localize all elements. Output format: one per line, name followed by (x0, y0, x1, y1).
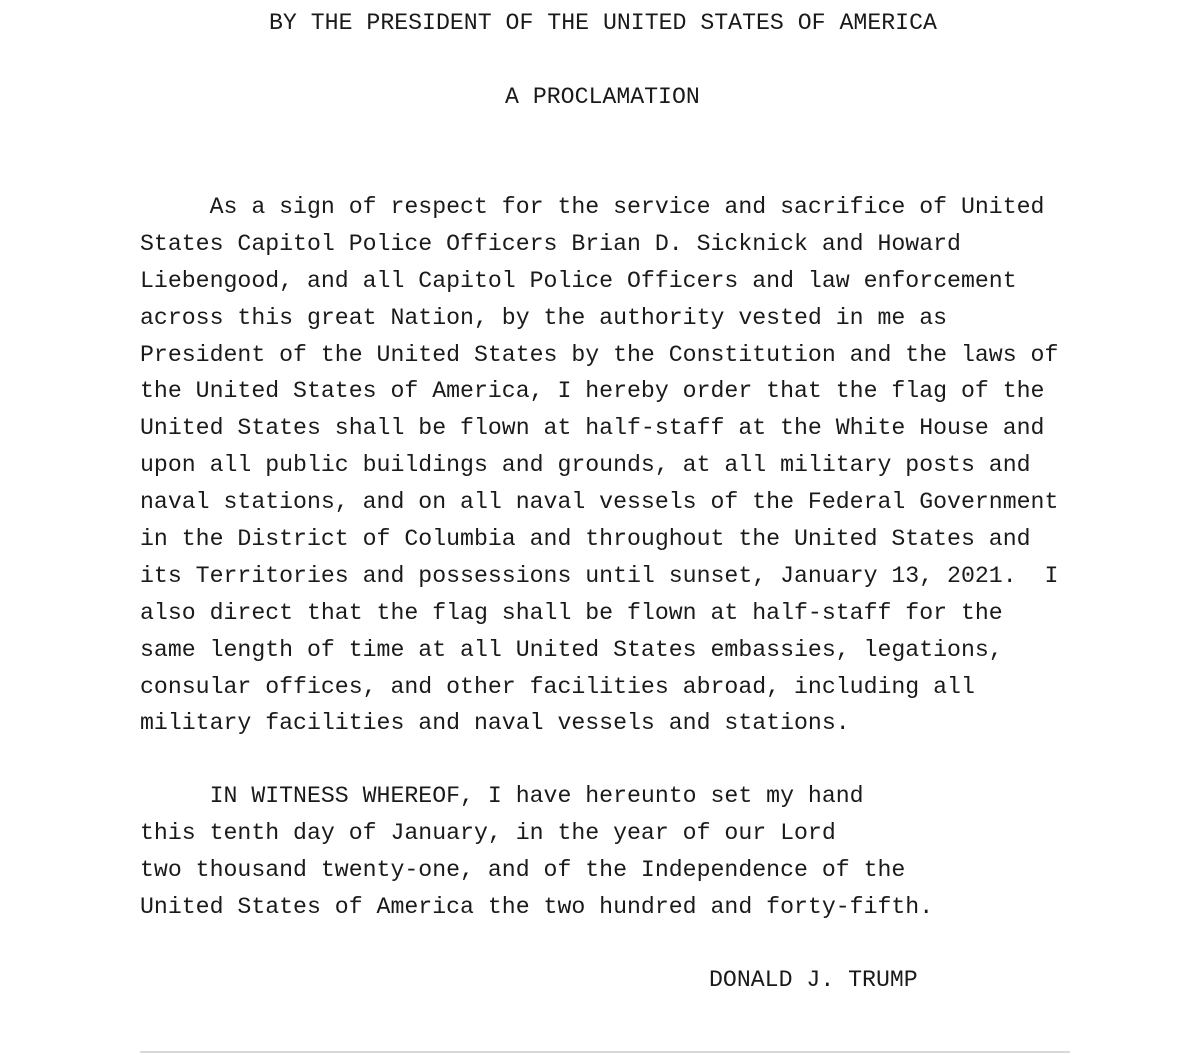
signature-name: DONALD J. TRUMP (709, 967, 918, 993)
page-divider (140, 1051, 1070, 1053)
paragraph-line: United States of America the two hundred and forty-fifth. (140, 893, 934, 920)
document-title: A PROCLAMATION (505, 84, 700, 110)
paragraph-line: this tenth day of January, in the year of our Lord (140, 819, 836, 846)
header-line: BY THE PRESIDENT OF THE UNITED STATES OF AMERICA (269, 10, 937, 36)
paragraph-line: the United States of America, I hereby order that the flag of the (140, 378, 1045, 405)
paragraph-line: President of the United States by the Constitution and the laws of (140, 341, 1059, 368)
paragraph-line: its Territories and possessions until sunset, January 13, 2021. I (140, 562, 1059, 589)
paragraph-line: States Capitol Police Officers Brian D. Sicknick and Howard (140, 230, 961, 257)
paragraph-line: As a sign of respect for the service and sacrifice of United (140, 194, 1045, 220)
paragraph-line: Liebengood, and all Capitol Police Officers and law enforcement (140, 267, 1017, 294)
paragraph-line: across this great Nation, by the authority vested in me as (140, 304, 948, 331)
paragraph-line: military facilities and naval vessels and stations. (140, 710, 850, 737)
witness-paragraph (140, 778, 933, 926)
paragraph-line: consular offices, and other facilities abroad, including all (140, 673, 975, 700)
paragraph-line: same length of time at all United States embassies, legations, (140, 636, 1003, 663)
paragraph-line: IN WITNESS WHEREOF, I have hereunto set my hand (140, 783, 864, 809)
paragraph-line: upon all public buildings and grounds, at all military posts and (140, 452, 1031, 479)
paragraph-line: United States shall be flown at half-staff at the White House and (140, 415, 1045, 442)
paragraph-line: in the District of Columbia and throughout the United States and (140, 526, 1031, 553)
paragraph-line: two thousand twenty-one, and of the Independence of the (140, 856, 906, 883)
paragraph-line: also direct that the flag shall be flown at half-staff for the (140, 599, 1003, 626)
body-paragraph (140, 189, 1058, 742)
paragraph-line: naval stations, and on all naval vessels of the Federal Government (140, 489, 1059, 516)
